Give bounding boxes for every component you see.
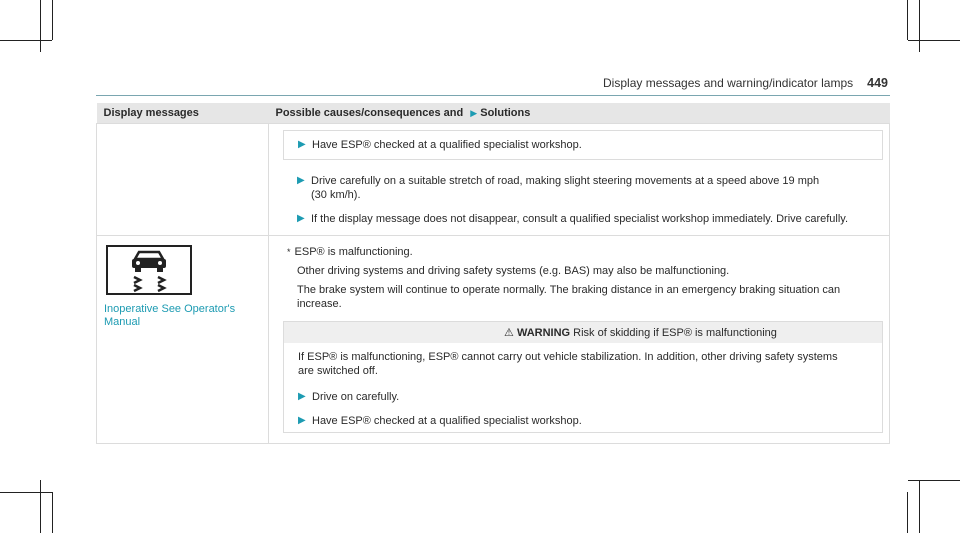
col-header-causes-text: Possible causes/consequences and (275, 107, 464, 119)
list-item (297, 174, 889, 202)
arrow-right-icon: ▶ (297, 213, 305, 224)
crop-mark (919, 0, 920, 52)
warning-triangle-icon: ⚠ (504, 327, 514, 339)
page-number: 449 (867, 76, 888, 90)
page-header (603, 76, 888, 90)
cause-line: ESP® is malfunctioning. (294, 246, 413, 258)
list-item (298, 390, 868, 404)
crop-mark (908, 40, 960, 41)
warning-line: are switched off. (298, 365, 378, 377)
display-message-label (104, 303, 254, 329)
crop-mark (52, 492, 53, 533)
crop-mark (0, 40, 52, 41)
label-line: Manual (104, 316, 141, 328)
step-text-line: (30 km/h). (311, 189, 361, 201)
step-text: Have ESP® checked at a qualified specialist workshop. (312, 139, 582, 151)
crop-mark (40, 480, 41, 533)
crop-mark (919, 480, 920, 533)
crop-mark (907, 492, 908, 533)
arrow-right-icon: ▶ (470, 108, 478, 118)
cause-text (287, 245, 889, 259)
esp-skid-car-icon-svg (108, 247, 190, 293)
arrow-right-icon: ▶ (297, 175, 305, 186)
table-header-row (97, 103, 890, 124)
step-text: If the display message does not disappear, consult a qualified specialist workshop immediately. Drive carefully. (311, 213, 849, 225)
display-messages-table (96, 103, 890, 444)
list-item (298, 414, 868, 428)
row1-solution-cell (269, 124, 890, 236)
arrow-right-icon: ▶ (298, 391, 306, 402)
warning-line: If ESP® is malfunctioning, ESP® cannot carry out vehicle stabilization. In addition, other driving safety systems (298, 351, 838, 363)
table-row (97, 124, 890, 236)
arrow-right-icon: ▶ (298, 139, 306, 150)
warning-title: Risk of skidding if ESP® is malfunctioning (573, 327, 777, 339)
crop-mark (40, 0, 41, 52)
detail-line: The brake system will continue to operate normally. The braking distance in an emergency braking situation can (297, 284, 841, 296)
crop-mark (0, 492, 52, 493)
warning-text (298, 350, 868, 378)
row1-continued-box (283, 130, 883, 160)
row2-solution-cell (269, 236, 890, 444)
table-row (97, 236, 890, 444)
step-text: Drive on carefully. (312, 391, 400, 403)
col-header-display-messages: Display messages (97, 103, 269, 124)
cause-detail (297, 283, 889, 311)
crop-mark (52, 0, 53, 40)
warning-header (284, 322, 882, 343)
col-header-solutions-text: Solutions (480, 107, 531, 119)
warning-label: WARNING (516, 327, 571, 339)
header-rule (96, 95, 890, 96)
crop-mark (908, 480, 960, 481)
detail-line: Other driving systems and driving safety systems (e.g. BAS) may also be malfunctioning. (297, 265, 730, 277)
detail-line: increase. (297, 298, 342, 310)
label-line: Inoperative See Operator's (104, 303, 236, 315)
header-title: Display messages and warning/indicator lamps (603, 76, 854, 90)
warning-box (283, 321, 883, 433)
star-marker: * (287, 247, 291, 257)
crop-mark (907, 0, 908, 40)
warning-body (284, 343, 882, 432)
esp-skid-car-icon (106, 245, 192, 295)
list-item (298, 138, 868, 152)
arrow-right-icon: ▶ (298, 415, 306, 426)
step-text: Have ESP® checked at a qualified specialist workshop. (312, 415, 582, 427)
row2-message-cell (97, 236, 269, 444)
list-item (297, 212, 889, 226)
cause-detail (297, 264, 889, 278)
row1-message-cell (97, 124, 269, 236)
col-header-causes (269, 103, 890, 124)
step-text-line: Drive carefully on a suitable stretch of road, making slight steering movements at a speed above 19 mph (311, 175, 820, 187)
step-text (311, 174, 889, 202)
